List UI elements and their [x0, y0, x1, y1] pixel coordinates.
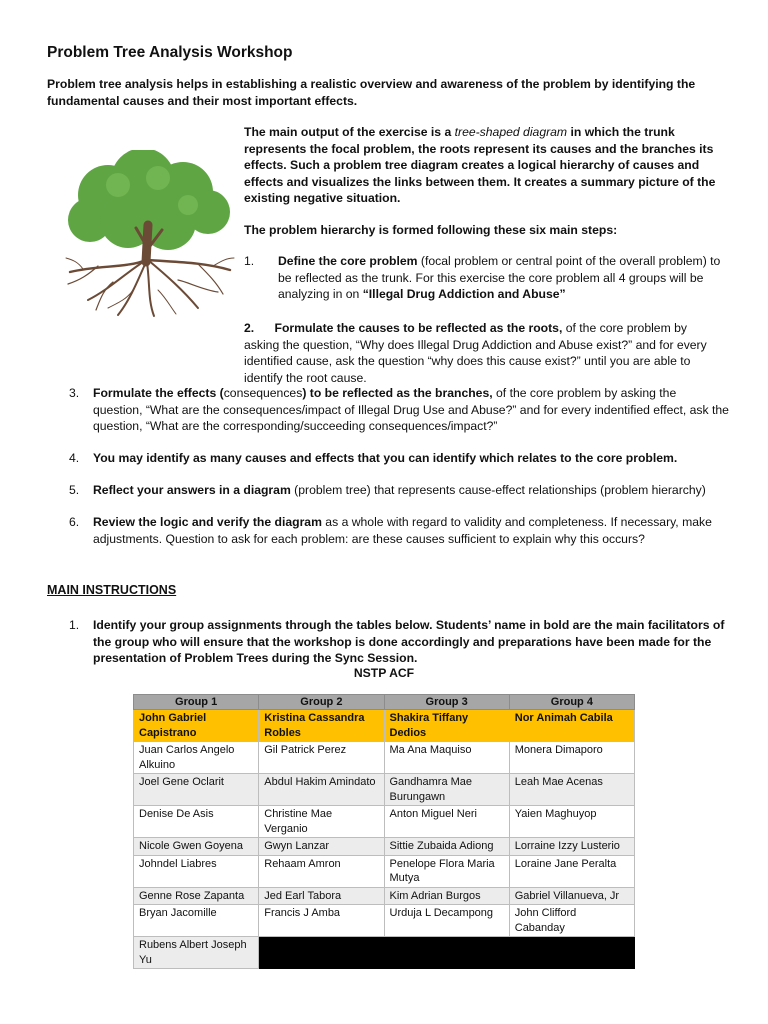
step-text: Reflect your answers in a diagram (problem tree) that represents cause-effect relationships (problem hierarchy) — [93, 483, 706, 497]
facilitator-cell: Shakira Tiffany Dedios — [384, 710, 509, 742]
table-row — [134, 855, 635, 887]
table-cell: John Clifford Cabanday — [509, 905, 634, 937]
table-cell: Leah Mae Acenas — [509, 774, 634, 806]
table-cell: Genne Rose Zapanta — [134, 887, 259, 905]
table-row — [134, 887, 635, 905]
page-title: Problem Tree Analysis Workshop — [47, 44, 293, 61]
output-text-1: The main output of the exercise is a — [244, 125, 455, 139]
table-cell: Bryan Jacomille — [134, 905, 259, 937]
tree-explanation — [244, 124, 724, 318]
table-cell: Gabriel Villanueva, Jr — [509, 887, 634, 905]
step-2 — [94, 320, 724, 386]
table-row — [134, 742, 635, 774]
table-cell: Joel Gene Oclarit — [134, 774, 259, 806]
table-cell: Gil Patrick Perez — [259, 742, 384, 774]
blank-cell — [384, 937, 509, 969]
output-text-2: in which the trunk represents the focal problem, the roots represent its causes and the branches its effects. Such a problem tree diagram creates a logical hierarchy of causes and effects and visualizes the links between them. It creates a summary picture of the existing negative situation. — [244, 125, 716, 205]
step-text: Formulate the effects (consequences) to be reflected as the branches, of the core problem by asking the question, “What are the consequences/impact of Illegal Drug Use and Abuse?” and for every indentified effect, ask the question, “What are the corresponding/succeeding consequences/impact?” — [93, 386, 729, 433]
blank-cell — [509, 937, 634, 969]
table-header-row — [134, 695, 635, 710]
blank-cell — [259, 937, 384, 969]
step-number: 2. — [244, 321, 255, 335]
table-cell: Nicole Gwen Goyena — [134, 838, 259, 856]
step-text: of the core problem by asking the question, “Why does Illegal Drug Addiction and Abuse exist?” and for every identified cause, ask the question “why does this cause exist?” until you are able to identify the root cause. — [244, 321, 707, 385]
step-number: 5. — [69, 483, 80, 497]
table-row — [134, 806, 635, 838]
table-cell: Rehaam Amron — [259, 855, 384, 887]
table-cell: Ma Ana Maquiso — [384, 742, 509, 774]
instruction-text: Identify your group assignments through the tables below. Students’ name in bold are the main facilitators of the group who will ensure that the workshop is done accordingly and preparations have been made for the presentation of Problem Trees during the Sync Session. — [93, 618, 725, 665]
table-cell: Juan Carlos Angelo Alkuino — [134, 742, 259, 774]
table-caption: NSTP ACF — [353, 666, 415, 680]
step-lead: Formulate the causes to be reflected as the roots, — [274, 321, 563, 335]
table-cell: Monera Dimaporo — [509, 742, 634, 774]
table-cell: Gwyn Lanzar — [259, 838, 384, 856]
step-number: 1. — [244, 254, 255, 268]
step-number: 6. — [69, 515, 80, 529]
table-cell: Lorraine Izzy Lusterio — [509, 838, 634, 856]
step-1 — [244, 253, 724, 303]
output-paragraph — [244, 124, 724, 207]
table-cell: Yaien Maghuyop — [509, 806, 634, 838]
table-cell: Gandhamra Mae Burungawn — [384, 774, 509, 806]
step-5 — [69, 482, 729, 499]
table-cell: Loraine Jane Peralta — [509, 855, 634, 887]
table-cell: Francis J Amba — [259, 905, 384, 937]
main-instructions-heading: MAIN INSTRUCTIONS — [47, 583, 177, 597]
step-6 — [69, 514, 729, 547]
step-text: Define the core problem (focal problem or central point of the overall problem) to be reflected as the trunk. For this exercise the core problem all 4 groups will be analyzing in on “Illegal Drug Addiction and Abuse” — [278, 254, 721, 301]
facilitator-cell: John Gabriel Capistrano — [134, 710, 259, 742]
step-3 — [69, 385, 729, 435]
problem-tree-illustration — [58, 150, 238, 320]
instruction-number: 1. — [69, 618, 80, 632]
facilitator-row — [134, 710, 635, 742]
facilitator-cell: Kristina Cassandra Robles — [259, 710, 384, 742]
table-cell: Penelope Flora Maria Mutya — [384, 855, 509, 887]
step-number: 3. — [69, 386, 80, 400]
column-header: Group 4 — [509, 695, 634, 710]
step-text: Review the logic and verify the diagram as a whole with regard to validity and completeness. If necessary, make adjustments. Question to ask for each problem: are these causes sufficient to explain why this occurs? — [93, 515, 712, 546]
group-assignment-table — [133, 694, 635, 969]
intro-paragraph: Problem tree analysis helps in establishing a realistic overview and awareness of the problem by identifying the fundamental causes and their most important effects. — [47, 77, 696, 108]
table-cell: Urduja L Decampong — [384, 905, 509, 937]
table-cell: Rubens Albert Joseph Yu — [134, 937, 259, 969]
output-emphasis: tree-shaped diagram — [454, 125, 568, 139]
column-header: Group 3 — [384, 695, 509, 710]
step-number: 4. — [69, 451, 80, 465]
table-cell: Sittie Zubaida Adiong — [384, 838, 509, 856]
table-cell: Johndel Liabres — [134, 855, 259, 887]
table-cell: Abdul Hakim Amindato — [259, 774, 384, 806]
step-4 — [69, 450, 729, 467]
table-row — [134, 905, 635, 937]
table-cell: Kim Adrian Burgos — [384, 887, 509, 905]
hierarchy-intro: The problem hierarchy is formed following these six main steps: — [244, 222, 618, 237]
table-row — [134, 937, 635, 969]
step-text: You may identify as many causes and effects that you can identify which relates to the core problem. — [93, 451, 678, 465]
facilitator-cell: Nor Animah Cabila — [509, 710, 634, 742]
column-header: Group 2 — [259, 695, 384, 710]
table-cell: Christine Mae Verganio — [259, 806, 384, 838]
table-cell: Jed Earl Tabora — [259, 887, 384, 905]
table-cell: Denise De Asis — [134, 806, 259, 838]
table-row — [134, 774, 635, 806]
steps-list — [69, 385, 729, 563]
table-cell: Anton Miguel Neri — [384, 806, 509, 838]
table-row — [134, 838, 635, 856]
column-header: Group 1 — [134, 695, 259, 710]
